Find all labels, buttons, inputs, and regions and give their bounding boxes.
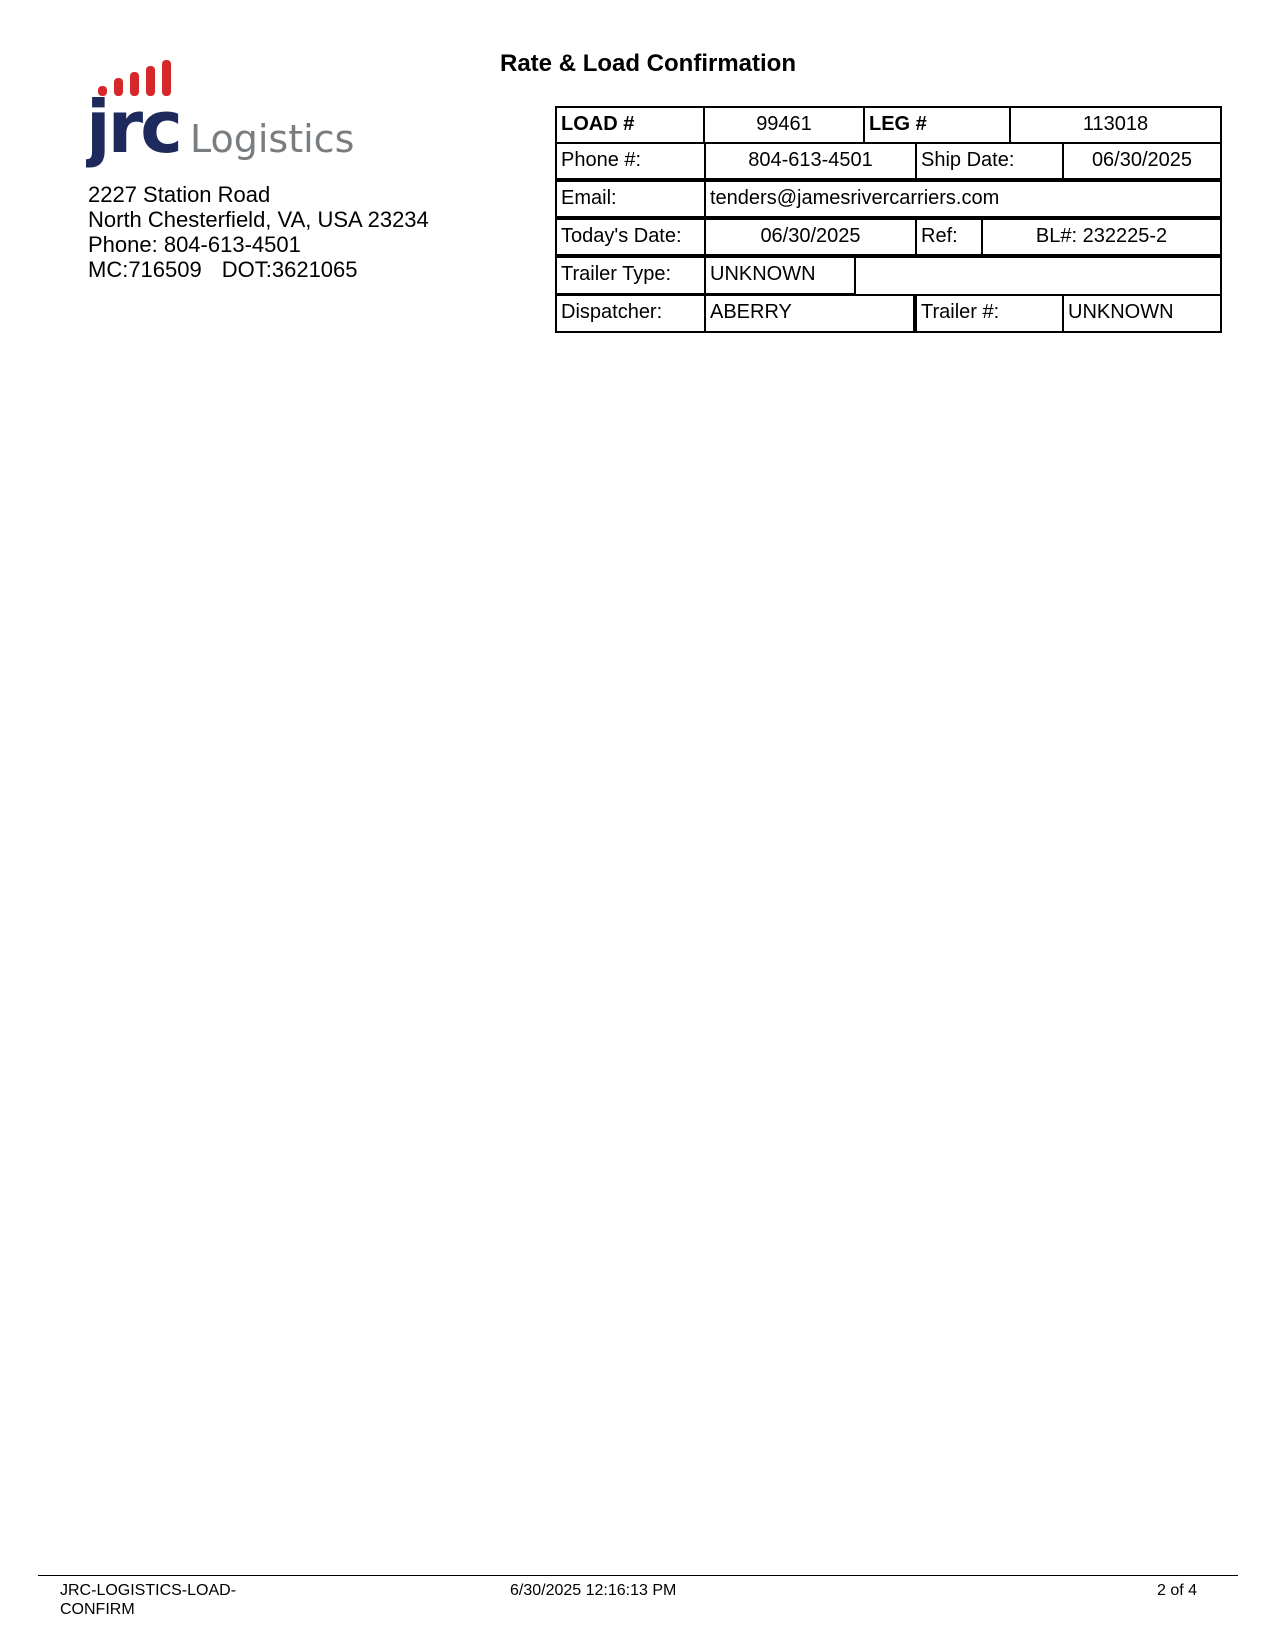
leg-number-value: 113018 xyxy=(1009,106,1222,144)
email-label: Email: xyxy=(555,180,706,218)
ship-date-value: 06/30/2025 xyxy=(1062,142,1222,180)
dispatcher-label: Dispatcher: xyxy=(555,294,706,333)
trailer-type-value: UNKNOWN xyxy=(704,256,856,295)
carrier-ids xyxy=(88,257,429,282)
todays-date-value: 06/30/2025 xyxy=(704,218,917,256)
footer-doc-id-line-1: JRC-LOGISTICS-LOAD- xyxy=(60,1582,237,1599)
footer-timestamp: 6/30/2025 12:16:13 PM xyxy=(510,1582,677,1599)
trailer-number-label: Trailer #: xyxy=(915,294,1064,333)
phone-line: Phone: 804-613-4501 xyxy=(88,232,301,257)
ref-label: Ref: xyxy=(915,218,983,256)
company-address xyxy=(88,182,429,282)
footer-divider xyxy=(38,1575,1238,1576)
load-number-value: 99461 xyxy=(703,106,865,144)
load-number-label: LOAD # xyxy=(555,106,705,144)
address-line-1: 2227 Station Road xyxy=(88,182,271,207)
mc-number: MC:716509 xyxy=(88,257,202,282)
address-line-2: North Chesterfield, VA, USA 23234 xyxy=(88,207,429,232)
footer-page-number: 2 of 4 xyxy=(1157,1582,1198,1599)
ref-value: BL#: 232225-2 xyxy=(981,218,1222,256)
footer-doc-id-line-2: CONFIRM xyxy=(60,1601,135,1618)
todays-date-label: Today's Date: xyxy=(555,218,706,256)
jrc-logistics-logo xyxy=(86,60,386,175)
phone-value: 804-613-4501 xyxy=(704,142,917,180)
leg-number-label: LEG # xyxy=(863,106,1011,144)
trailer-number-value: UNKNOWN xyxy=(1062,294,1222,333)
email-value: tenders@jamesrivercarriers.com xyxy=(704,180,1222,218)
logo-wordmark: jrc xyxy=(86,85,180,169)
trailer-type-label: Trailer Type: xyxy=(555,256,706,295)
phone-label: Phone #: xyxy=(555,142,706,180)
document-title: Rate & Load Confirmation xyxy=(500,50,797,77)
dispatcher-value: ABERRY xyxy=(704,294,915,333)
trailer-type-filler xyxy=(854,256,1222,295)
dot-number: DOT:3621065 xyxy=(221,257,358,282)
ship-date-label: Ship Date: xyxy=(915,142,1064,180)
footer-doc-id xyxy=(60,1581,236,1619)
logo-subtext: Logistics xyxy=(190,117,355,161)
